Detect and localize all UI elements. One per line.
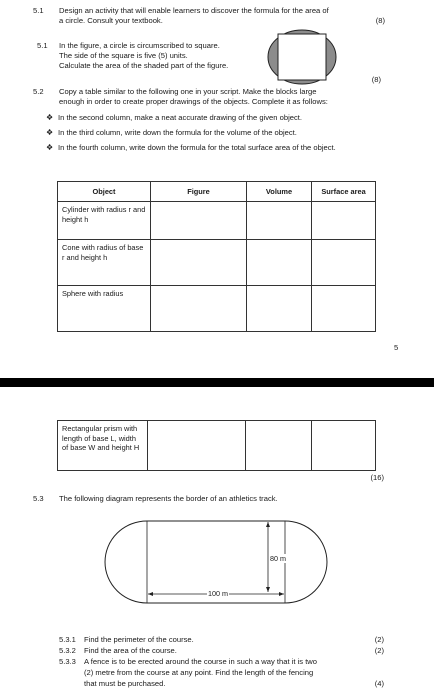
subquestion-text: Find the area of the course. xyxy=(84,646,177,655)
page-separator xyxy=(0,378,434,387)
question-text-line: enough in order to create proper drawings of the objects. Complete it as follows: xyxy=(59,97,328,106)
subquestion-number: 5.3.2 xyxy=(59,646,76,655)
circle-square-figure xyxy=(264,28,340,86)
marks: (4) xyxy=(374,679,384,688)
table-cell xyxy=(148,421,246,471)
subquestion-text: that must be purchased. xyxy=(84,679,166,688)
table-cell: Sphere with radius xyxy=(58,286,151,332)
page-number: 5 xyxy=(394,343,399,352)
question-text-line: Design an activity that will enable learners to discover the formula for the area of xyxy=(59,6,329,15)
subquestion-number: 5.3.3 xyxy=(59,657,76,666)
shapes-table-continued xyxy=(57,420,376,471)
subquestion-text: Find the perimeter of the course. xyxy=(84,635,194,644)
bullet-text: In the third column, write down the formula for the volume of the object. xyxy=(58,128,297,137)
page-bottom xyxy=(0,387,434,700)
table-header: Surface area xyxy=(312,182,376,202)
marks: (2) xyxy=(374,635,384,644)
table-row xyxy=(58,421,376,471)
bullet-icon: ❖ xyxy=(46,143,54,152)
table-cell: Cylinder with radius r and height h xyxy=(58,202,151,240)
table-cell xyxy=(312,240,376,286)
question-text-line: The side of the square is five (5) units. xyxy=(59,51,188,60)
question-number: 5.3 xyxy=(33,494,44,503)
height-label: 80 m xyxy=(270,554,286,563)
table-row xyxy=(58,202,376,240)
table-cell xyxy=(246,421,312,471)
question-text-line: In the figure, a circle is circumscribed to square. xyxy=(59,41,220,50)
table-header: Volume xyxy=(247,182,312,202)
table-cell xyxy=(247,286,312,332)
length-label: 100 m xyxy=(208,589,228,598)
table-cell xyxy=(247,202,312,240)
table-cell xyxy=(312,286,376,332)
table-cell xyxy=(151,240,247,286)
table-row xyxy=(58,240,376,286)
marks: (8) xyxy=(371,75,381,84)
shapes-table xyxy=(57,181,376,332)
question-number: 5.2 xyxy=(33,87,44,96)
question-text-line: Calculate the area of the shaded part of the figure. xyxy=(59,61,229,70)
question-text-line: Copy a table similar to the following one in your script. Make the blocks large xyxy=(59,87,317,96)
subquestion-text: (2) metre from the course at any point. Find the length of the fencing xyxy=(84,668,314,677)
subquestion-number: 5.3.1 xyxy=(59,635,76,644)
table-cell: Rectangular prism with length of base L, width of base W and height H xyxy=(58,421,148,471)
table-row xyxy=(58,286,376,332)
bullet-icon: ❖ xyxy=(46,113,54,122)
bullet-icon: ❖ xyxy=(46,128,54,137)
question-text-line: a circle. Consult your textbook. xyxy=(59,16,163,25)
table-cell xyxy=(151,202,247,240)
table-cell xyxy=(312,421,376,471)
bullet-text: In the second column, make a neat accurate drawing of the given object. xyxy=(58,113,302,122)
question-number: 5.1 xyxy=(37,41,48,50)
question-number: 5.1 xyxy=(33,6,44,15)
table-header-row xyxy=(58,182,376,202)
marks: (2) xyxy=(374,646,384,655)
bullet-text: In the fourth column, write down the formula for the total surface area of the object. xyxy=(58,143,336,152)
subquestion-text: A fence is to be erected around the course in such a way that it is two xyxy=(84,657,318,666)
table-cell xyxy=(247,240,312,286)
question-text-line: The following diagram represents the border of an athletics track. xyxy=(59,494,278,503)
marks: (8) xyxy=(375,16,385,25)
table-header: Object xyxy=(58,182,151,202)
table-cell: Cone with radius of base r and height h xyxy=(58,240,151,286)
marks: (16) xyxy=(370,473,384,482)
table-cell xyxy=(151,286,247,332)
table-header: Figure xyxy=(151,182,247,202)
table-cell xyxy=(312,202,376,240)
